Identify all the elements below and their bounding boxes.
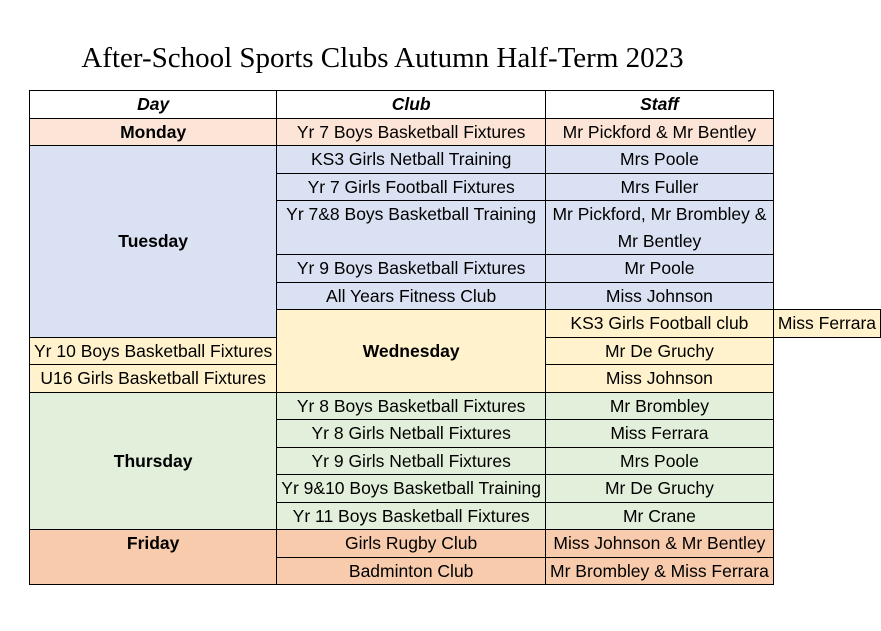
staff-cell: Mr Poole — [546, 255, 774, 283]
club-cell: Yr 7 Girls Football Fixtures — [277, 173, 546, 201]
staff-cell: Mr Pickford, Mr Brombley & Mr Bentley — [546, 201, 774, 255]
staff-cell: Miss Johnson — [546, 282, 774, 310]
staff-cell: Miss Johnson — [546, 365, 774, 393]
staff-cell: Mr Pickford & Mr Bentley — [546, 118, 774, 146]
club-cell: KS3 Girls Football club — [546, 310, 774, 338]
clubs-table — [29, 90, 881, 585]
staff-cell: Mr De Gruchy — [546, 337, 774, 365]
staff-cell: Mr Brombley & Miss Ferrara — [546, 557, 774, 585]
club-cell: KS3 Girls Netball Training — [277, 146, 546, 174]
day-friday: Friday — [30, 530, 277, 585]
staff-cell: Mrs Poole — [546, 447, 774, 475]
staff-cell: Mr De Gruchy — [546, 475, 774, 503]
staff-cell: Mrs Poole — [546, 146, 774, 174]
club-cell: All Years Fitness Club — [277, 282, 546, 310]
header-day: Day — [30, 91, 277, 119]
header-club: Club — [277, 91, 546, 119]
club-cell: Yr 7&8 Boys Basketball Training — [277, 201, 546, 255]
day-wednesday: Wednesday — [277, 310, 546, 393]
table-row — [30, 392, 881, 420]
club-cell: Yr 9&10 Boys Basketball Training — [277, 475, 546, 503]
staff-cell: Miss Ferrara — [773, 310, 880, 338]
club-cell: Yr 8 Boys Basketball Fixtures — [277, 392, 546, 420]
club-cell: Yr 9 Girls Netball Fixtures — [277, 447, 546, 475]
staff-cell: Mr Brombley — [546, 392, 774, 420]
header-staff: Staff — [546, 91, 774, 119]
staff-cell: Miss Johnson & Mr Bentley — [546, 530, 774, 558]
club-cell: Yr 8 Girls Netball Fixtures — [277, 420, 546, 448]
club-cell: Yr 11 Boys Basketball Fixtures — [277, 502, 546, 530]
club-cell: Yr 10 Boys Basketball Fixtures — [30, 337, 277, 365]
staff-cell: Miss Ferrara — [546, 420, 774, 448]
club-cell: Yr 7 Boys Basketball Fixtures — [277, 118, 546, 146]
club-cell: Badminton Club — [277, 557, 546, 585]
day-tuesday: Tuesday — [30, 146, 277, 338]
staff-cell: Mr Crane — [546, 502, 774, 530]
club-cell: U16 Girls Basketball Fixtures — [30, 365, 277, 393]
day-monday: Monday — [30, 118, 277, 146]
day-thursday: Thursday — [30, 392, 277, 530]
page-title: After-School Sports Clubs Autumn Half-Term 2023 — [81, 42, 684, 74]
table-row — [30, 118, 881, 146]
club-cell: Girls Rugby Club — [277, 530, 546, 558]
club-cell: Yr 9 Boys Basketball Fixtures — [277, 255, 546, 283]
table-row — [30, 146, 881, 174]
header-row — [30, 91, 881, 119]
staff-cell: Mrs Fuller — [546, 173, 774, 201]
table-row — [30, 530, 881, 558]
